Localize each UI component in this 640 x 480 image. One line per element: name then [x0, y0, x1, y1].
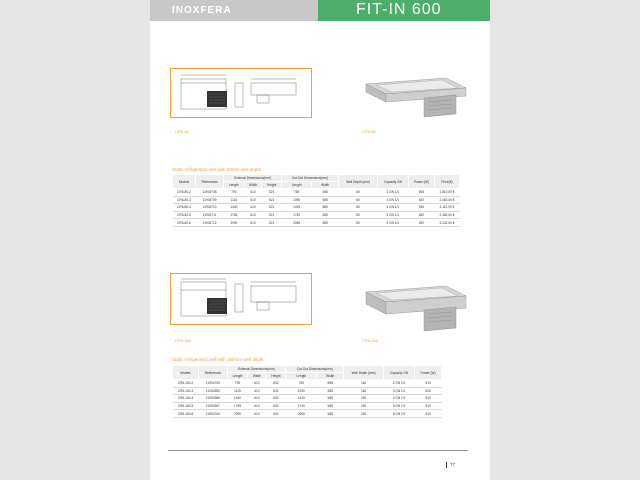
spec-table-80 — [172, 174, 460, 227]
cell: 585 — [312, 219, 339, 227]
cell: 610 — [244, 189, 262, 197]
cell: 160 — [344, 402, 384, 410]
cell: 790 — [224, 189, 244, 197]
cell: 11904763 — [199, 380, 228, 388]
brand-header — [150, 0, 318, 21]
drawing-caption-80: CR6-80 — [175, 129, 189, 134]
table-row — [173, 189, 460, 197]
sub-header: Width — [244, 182, 262, 189]
cell: 80 — [338, 204, 377, 212]
col-header: Power (W) — [415, 366, 442, 380]
cell: 160 — [344, 395, 384, 403]
cell: 1.810,00 € — [435, 189, 460, 197]
cell: 632 — [266, 402, 286, 410]
section-title-160: Static refrigerated well with 160mm well depth — [172, 357, 264, 362]
drawing-caption-160: CR6-160 — [175, 338, 192, 343]
sub-header: Length — [227, 373, 248, 380]
table-row — [173, 219, 460, 227]
cell: 610 — [244, 196, 262, 204]
cell: 2.482,00 € — [435, 211, 460, 219]
sub-header: Width — [248, 373, 266, 380]
table-row — [173, 204, 460, 212]
cell: 80 — [338, 219, 377, 227]
cell: 585 — [317, 402, 344, 410]
cell: 610 — [248, 395, 266, 403]
cell: 4 GN 1/1 — [383, 395, 414, 403]
cell: 2065 — [286, 410, 317, 418]
col-header: Cut-Out Dimensions(mm) — [281, 175, 338, 182]
cell: 6 GN 1/1 — [383, 410, 414, 418]
table-row — [173, 380, 442, 388]
cell: 4 GN 1/1 — [378, 204, 409, 212]
cell: 1090 — [286, 387, 317, 395]
cell: 521 — [262, 189, 282, 197]
cell: 1740 — [281, 211, 311, 219]
page-number: 77 — [450, 462, 456, 467]
cell: 1415 — [286, 395, 317, 403]
cell: 585 — [312, 189, 339, 197]
cell: 790 — [227, 380, 248, 388]
col-header: External Dimensions(mm) — [227, 366, 286, 373]
cell: 610 — [248, 410, 266, 418]
cell: 80 — [338, 189, 377, 197]
cell: 3.142,00 € — [435, 219, 460, 227]
cell: 505 — [408, 189, 434, 197]
sub-header: Height — [266, 373, 286, 380]
cell: 585 — [317, 380, 344, 388]
cell: 521 — [262, 211, 282, 219]
cell: 520 — [408, 196, 434, 204]
cell: 2 GN 1/1 — [383, 380, 414, 388]
cell: 2.060,00 € — [435, 196, 460, 204]
cell: 521 — [262, 196, 282, 204]
sub-header: Length — [281, 182, 311, 189]
cell: 521 — [262, 204, 282, 212]
col-header: Cut-Out Dimensions(mm) — [286, 366, 344, 373]
cell: 610 — [244, 211, 262, 219]
col-header: Capacity GN — [378, 175, 409, 189]
col-header: Well Depth (mm) — [344, 366, 384, 380]
product-photo-80 — [362, 72, 472, 118]
cell: 525 — [415, 387, 442, 395]
cell: 632 — [266, 410, 286, 418]
col-header: Models — [173, 175, 196, 189]
cell: 610 — [248, 402, 266, 410]
footer-separator — [446, 462, 447, 468]
cell: CR6-80-3 — [173, 196, 196, 204]
catalog-page — [150, 0, 490, 480]
cell: 585 — [317, 395, 344, 403]
cell: 610 — [248, 387, 266, 395]
cell: 11904710 — [196, 204, 224, 212]
cell: CR6-160-4 — [173, 395, 199, 403]
cell: 632 — [266, 395, 286, 403]
cell: 521 — [262, 219, 282, 227]
model-header — [318, 0, 490, 21]
product-photo-160 — [362, 280, 472, 332]
cell: 610 — [244, 219, 262, 227]
cell: 535 — [408, 204, 434, 212]
cell: 490 — [408, 219, 434, 227]
cell: 5 GN 1/1 — [378, 211, 409, 219]
cell: CR6-80-4 — [173, 204, 196, 212]
page-title: FIT-IN 600 — [356, 1, 442, 18]
cell: 1765 — [227, 402, 248, 410]
cell: 6 GN 1/1 — [378, 219, 409, 227]
cell: 1090 — [281, 196, 311, 204]
cell: 585 — [317, 387, 344, 395]
cell: 11904709 — [196, 196, 224, 204]
col-header: Capacity GN — [383, 366, 414, 380]
table-row — [173, 387, 442, 395]
table-row — [173, 395, 442, 403]
cell: 160 — [344, 410, 384, 418]
cell: 160 — [344, 380, 384, 388]
photo-caption-80: CR6-80 — [362, 129, 376, 134]
table-row — [173, 196, 460, 204]
cell: 2 GN 1/1 — [378, 189, 409, 197]
section-title-80: Static refrigerated well with 80mm well depth — [172, 167, 262, 172]
cell: 632 — [266, 387, 286, 395]
cell: 1415 — [281, 204, 311, 212]
col-header: References — [196, 175, 224, 189]
sub-header: Length — [224, 182, 244, 189]
cell: 1115 — [224, 196, 244, 204]
cell: CR6-160-6 — [173, 410, 199, 418]
cell: 80 — [338, 211, 377, 219]
cell: 2065 — [281, 219, 311, 227]
technical-drawing-160 — [170, 273, 312, 325]
sub-header: Width — [312, 182, 339, 189]
sub-header: Length — [286, 373, 317, 380]
cell: 11904386 — [199, 395, 228, 403]
col-header: External Dimensions(mm) — [224, 175, 282, 182]
cell: 540 — [415, 410, 442, 418]
photo-caption-160: CR6-160 — [362, 338, 379, 343]
col-header: References — [199, 366, 228, 380]
cell: CR6-80-2 — [173, 189, 196, 197]
cell: 480 — [408, 211, 434, 219]
cell: 80 — [338, 196, 377, 204]
cell: 510 — [415, 380, 442, 388]
cell: 585 — [312, 204, 339, 212]
col-header: Well Depth (mm) — [338, 175, 377, 189]
cell: 1765 — [224, 211, 244, 219]
cell: 540 — [415, 395, 442, 403]
table-row — [173, 211, 460, 219]
cell: 160 — [344, 387, 384, 395]
cell: 765 — [281, 189, 311, 197]
cell: CR6-160-3 — [173, 387, 199, 395]
cell: 2090 — [224, 219, 244, 227]
cell: 585 — [312, 211, 339, 219]
cell: CR6-80-6 — [173, 219, 196, 227]
cell: 5 GN 1/1 — [383, 402, 414, 410]
cell: 610 — [244, 204, 262, 212]
cell: 510 — [415, 402, 442, 410]
col-header: Price(€) — [435, 175, 460, 189]
cell: 585 — [317, 410, 344, 418]
sub-header: Height — [262, 182, 282, 189]
cell: 1440 — [224, 204, 244, 212]
cell: 585 — [312, 196, 339, 204]
cell: CR6-160-2 — [173, 380, 199, 388]
cell: 610 — [248, 380, 266, 388]
sub-header: Width — [317, 373, 344, 380]
cell: 1440 — [227, 395, 248, 403]
cell: 11904711 — [196, 211, 224, 219]
cell: 632 — [266, 380, 286, 388]
cell: 11904764 — [199, 410, 228, 418]
cell: 11904712 — [196, 219, 224, 227]
cell: 1115 — [227, 387, 248, 395]
table-row — [173, 402, 442, 410]
col-header: Power (W) — [408, 175, 434, 189]
cell: 11904387 — [199, 402, 228, 410]
cell: CR6-160-5 — [173, 402, 199, 410]
cell: 765 — [286, 380, 317, 388]
cell: 1740 — [286, 402, 317, 410]
col-header: Models — [173, 366, 199, 380]
footer-divider — [168, 450, 468, 451]
cell: CR6-80-5 — [173, 211, 196, 219]
technical-drawing-80 — [170, 68, 312, 118]
cell: 2090 — [227, 410, 248, 418]
cell: 11904385 — [199, 387, 228, 395]
cell: 2.112,00 € — [435, 204, 460, 212]
cell: 11904708 — [196, 189, 224, 197]
cell: 3 GN 1/1 — [383, 387, 414, 395]
spec-table-160 — [172, 365, 442, 418]
brand-logo: INOXFERA — [172, 5, 232, 16]
cell: 3 GN 1/1 — [378, 196, 409, 204]
table-row — [173, 410, 442, 418]
